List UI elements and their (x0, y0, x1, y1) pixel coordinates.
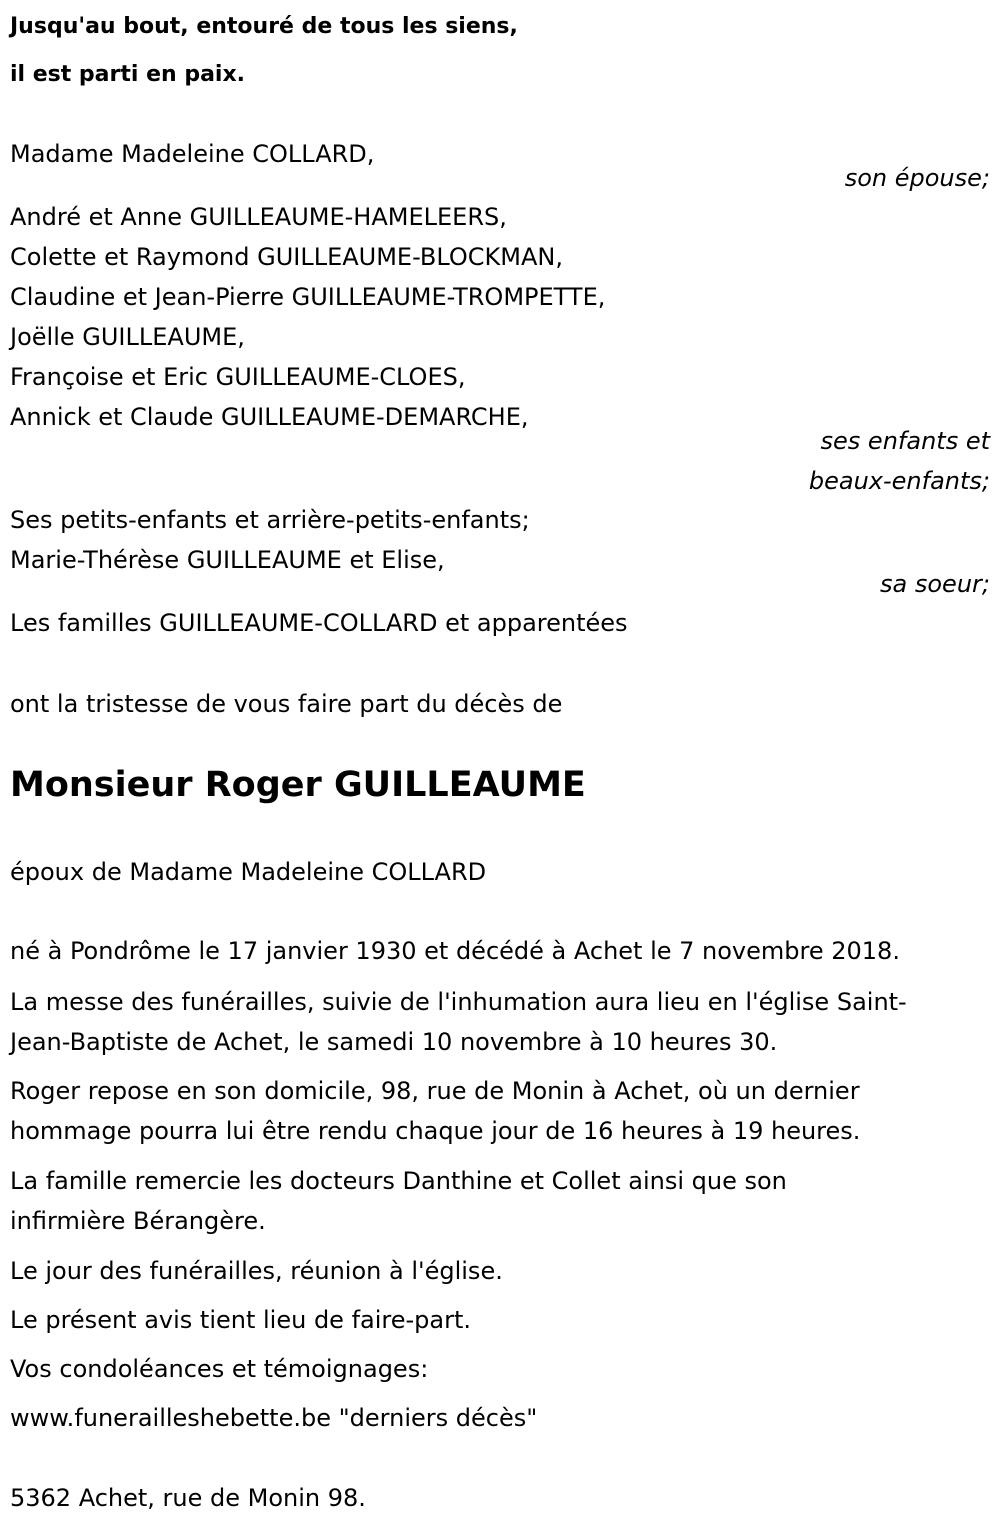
address-line: 5362 Achet, rue de Monin 98. (10, 1484, 366, 1512)
child-name: Claudine et Jean-Pierre GUILLEAUME-TROMPETTE, (10, 283, 606, 311)
children-role-line-1: ses enfants et (820, 427, 990, 455)
families-line: Les familles GUILLEAUME-COLLARD et apparentées (10, 609, 628, 637)
sister-role: sa soeur; (880, 570, 990, 598)
spouse-name: Madame Madeleine COLLARD, (10, 140, 375, 168)
grandchildren-line: Ses petits-enfants et arrière-petits-enfants; (10, 506, 530, 534)
thanks-line-1: La famille remercie les docteurs Danthine et Collet ainsi que son (10, 1167, 787, 1195)
meeting-line: Le jour des funérailles, réunion à l'église. (10, 1257, 503, 1285)
child-name: Annick et Claude GUILLEAUME-DEMARCHE, (10, 403, 529, 431)
intro-line-1: Jusqu'au bout, entouré de tous les siens, (10, 14, 518, 39)
repose-line-1: Roger repose en son domicile, 98, rue de Monin à Achet, où un dernier (10, 1077, 860, 1105)
intro-line-2: il est parti en paix. (10, 62, 246, 87)
condolences-line: Vos condoléances et témoignages: (10, 1355, 429, 1383)
funeral-mass-line-2: Jean-Baptiste de Achet, le samedi 10 novembre à 10 heures 30. (10, 1028, 778, 1056)
website-line: www.funerailleshebette.be "derniers décès" (10, 1404, 538, 1432)
thanks-line-2: infirmière Bérangère. (10, 1207, 266, 1235)
child-name: André et Anne GUILLEAUME-HAMELEERS, (10, 203, 507, 231)
spouse-role: son épouse; (844, 164, 990, 192)
child-name: Colette et Raymond GUILLEAUME-BLOCKMAN, (10, 243, 563, 271)
sister-name: Marie-Thérèse GUILLEAUME et Elise, (10, 546, 445, 574)
birth-death-line: né à Pondrôme le 17 janvier 1930 et décédé à Achet le 7 novembre 2018. (10, 937, 900, 965)
deceased-spouse-line: époux de Madame Madeleine COLLARD (10, 858, 487, 886)
announcement-line: ont la tristesse de vous faire part du décès de (10, 690, 563, 718)
child-name: Joëlle GUILLEAUME, (10, 323, 245, 351)
deceased-name: Monsieur Roger GUILLEAUME (10, 765, 586, 805)
notice-line: Le présent avis tient lieu de faire-part. (10, 1306, 472, 1334)
child-name: Françoise et Eric GUILLEAUME-CLOES, (10, 363, 466, 391)
funeral-mass-line-1: La messe des funérailles, suivie de l'inhumation aura lieu en l'église Saint- (10, 988, 907, 1016)
repose-line-2: hommage pourra lui être rendu chaque jour de 16 heures à 19 heures. (10, 1117, 861, 1145)
children-role-line-2: beaux-enfants; (808, 467, 990, 495)
